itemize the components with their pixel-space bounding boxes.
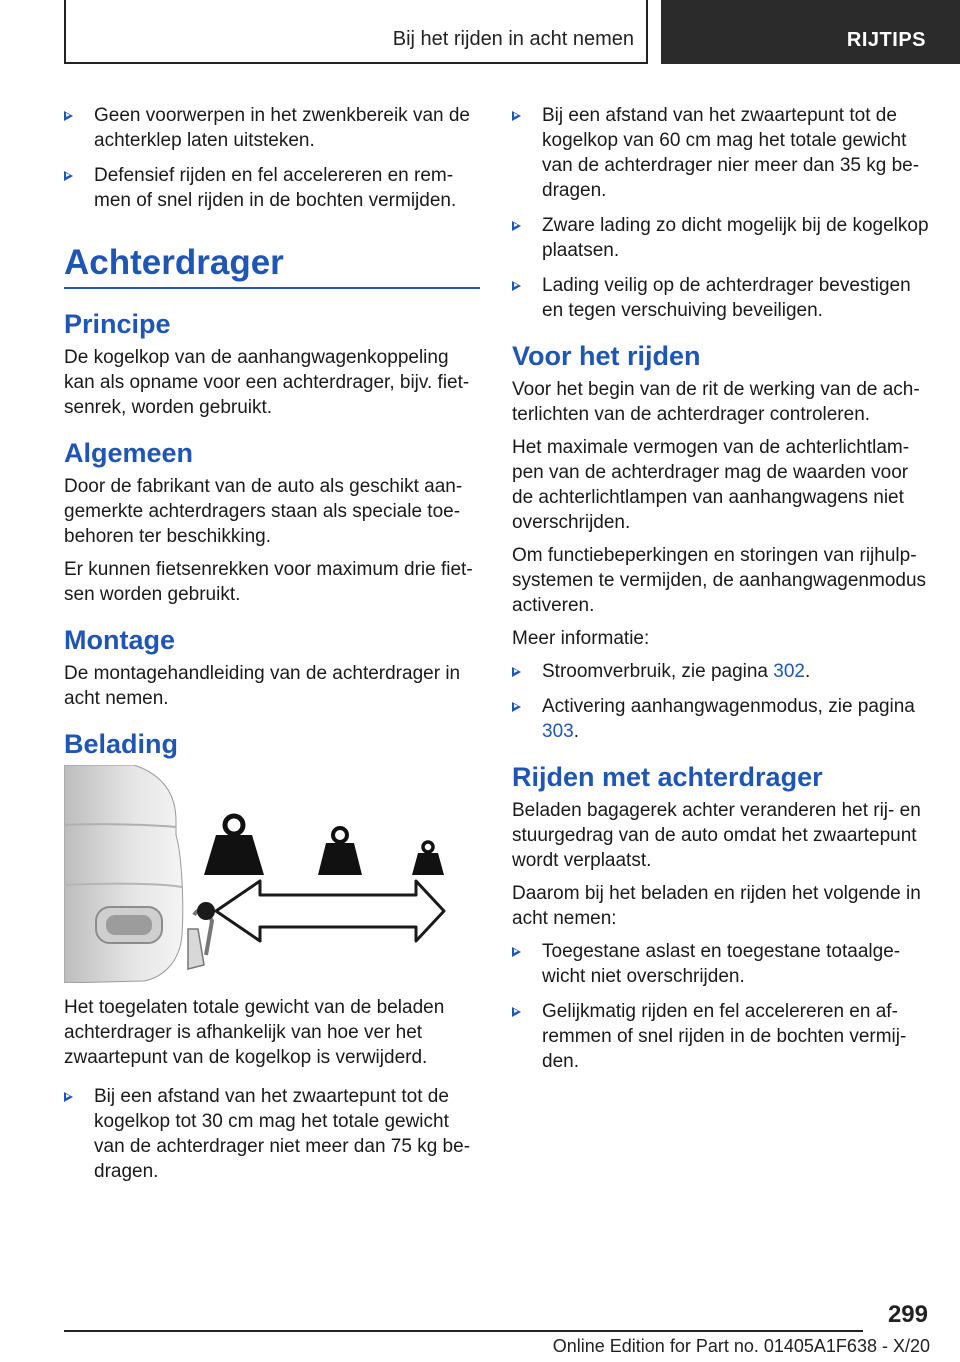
- page-link-303[interactable]: 303: [542, 721, 574, 742]
- tow-hitch-load-illustration: [64, 765, 480, 983]
- triangle-bullet-icon: [512, 702, 521, 712]
- list-item: Geen voorwerpen in het zwenkbereik van de achterklep laten uitsteken.: [64, 103, 480, 153]
- rijden-bullet-list: [512, 939, 930, 1074]
- list-item: Zware lading zo dicht mogelijk bij de kogelkop plaatsen.: [512, 213, 930, 263]
- subheading-voor-het-rijden: Voor het rijden: [512, 341, 701, 371]
- page-link-302[interactable]: 302: [773, 661, 805, 682]
- intro-bullet-list: [64, 103, 480, 213]
- subheading-montage: Montage: [64, 625, 175, 655]
- chapter-tab[interactable]: [661, 0, 960, 64]
- section-heading: Achterdrager: [64, 241, 480, 289]
- figure-caption: Het toegelaten totale gewicht van de beladen achterdrager is afhankelijk van hoe ver het zwaartepunt van de kogelkop is verwijderd.: [64, 997, 445, 1068]
- weight-icon: [318, 828, 362, 875]
- triangle-bullet-icon: [512, 111, 521, 121]
- weight-icon: [204, 816, 264, 875]
- paragraph: Voor het begin van de rit de werking van de achterlichten van de achterdrager controleren.: [512, 379, 920, 425]
- subheading-rijden-met-achterdrager: Rijden met achterdrager: [512, 762, 823, 792]
- paragraph: Om functiebeperkingen en storingen van rijhulpsystemen te vermijden, de aanhangwagenmodus activeren.: [512, 545, 927, 616]
- triangle-bullet-icon: [64, 171, 73, 181]
- double-arrow-icon: [216, 881, 444, 941]
- list-item: Bij een afstand van het zwaartepunt tot de kogelkop van 60 cm mag het totale gewicht van de achterdrager nier meer dan 35 kg bedragen.: [512, 103, 930, 203]
- left-column: [64, 103, 480, 1194]
- paragraph: Het maximale vermogen van de achterlichtlampen van de achterdrager mag de waarden voor de achterlichtlampen van aanhangwagens niet overschrijden.: [512, 437, 910, 533]
- belading-bullet-list: [64, 1084, 480, 1184]
- subheading-principe: Principe: [64, 309, 171, 339]
- list-item: Defensief rijden en fel accelereren en remmen of snel rijden in de bochten vermijden.: [64, 163, 480, 213]
- section-title: Bij het rijden in acht nemen: [392, 28, 634, 50]
- paragraph: Meer informatie:: [512, 628, 650, 649]
- list-item: Stroomverbruik, zie pagina 302.: [512, 659, 930, 684]
- right-top-bullet-list: [512, 103, 930, 323]
- paragraph: De kogelkop van de aanhangwagenkoppeling kan als opname voor een achterdrager, bijv. fietsenrek, worden gebruikt.: [64, 347, 470, 418]
- triangle-bullet-icon: [512, 1007, 521, 1017]
- triangle-bullet-icon: [512, 947, 521, 957]
- weight-icon: [412, 842, 444, 875]
- reference-list: [512, 659, 930, 744]
- list-item: Toegestane aslast en toegestane totaalgewicht niet overschrijden.: [512, 939, 930, 989]
- header-box: [64, 0, 648, 64]
- subheading-algemeen: Algemeen: [64, 438, 194, 468]
- paragraph: Door de fabrikant van de auto als geschikt aangemerkte achterdragers staan als speciale toebehoren ter beschikking.: [64, 476, 463, 547]
- triangle-bullet-icon: [64, 1092, 73, 1102]
- list-item: Activering aanhangwagenmodus, zie pagina 303.: [512, 694, 930, 744]
- list-item: Bij een afstand van het zwaartepunt tot de kogelkop tot 30 cm mag het totale gewicht van de achterdrager niet meer dan 75 kg bedragen.: [64, 1084, 480, 1184]
- paragraph: Beladen bagagerek achter veranderen het rij- en stuurgedrag van de auto omdat het zwaartepunt wordt verplaatst.: [512, 800, 921, 871]
- triangle-bullet-icon: [512, 221, 521, 231]
- list-item: Lading veilig op de achterdrager bevestigen en tegen verschuiving beveiligen.: [512, 273, 930, 323]
- paragraph: Daarom bij het beladen en rijden het volgende in acht nemen:: [512, 883, 921, 929]
- list-item: Gelijkmatig rijden en fel accelereren en afremmen of snel rijden in de bochten vermijden.: [512, 999, 930, 1074]
- chapter-tab-label: RIJTIPS: [846, 29, 926, 51]
- triangle-bullet-icon: [512, 667, 521, 677]
- right-column: [512, 103, 930, 1084]
- paragraph: Er kunnen fietsenrekken voor maximum drie fietsen worden gebruikt.: [64, 559, 473, 605]
- hitch-ball-icon: [197, 902, 215, 920]
- paragraph: De montagehandleiding van de achterdrager in acht nemen.: [64, 663, 461, 709]
- page-number: 299: [887, 1301, 928, 1328]
- triangle-bullet-icon: [512, 281, 521, 291]
- subheading-belading: Belading: [64, 729, 179, 759]
- footer-divider: [64, 1330, 863, 1332]
- triangle-bullet-icon: [64, 111, 73, 121]
- illustration-svg: [64, 765, 480, 983]
- footer-edition[interactable]: Online Edition for Part no. 01405A1F638 - X/20: [552, 1336, 930, 1356]
